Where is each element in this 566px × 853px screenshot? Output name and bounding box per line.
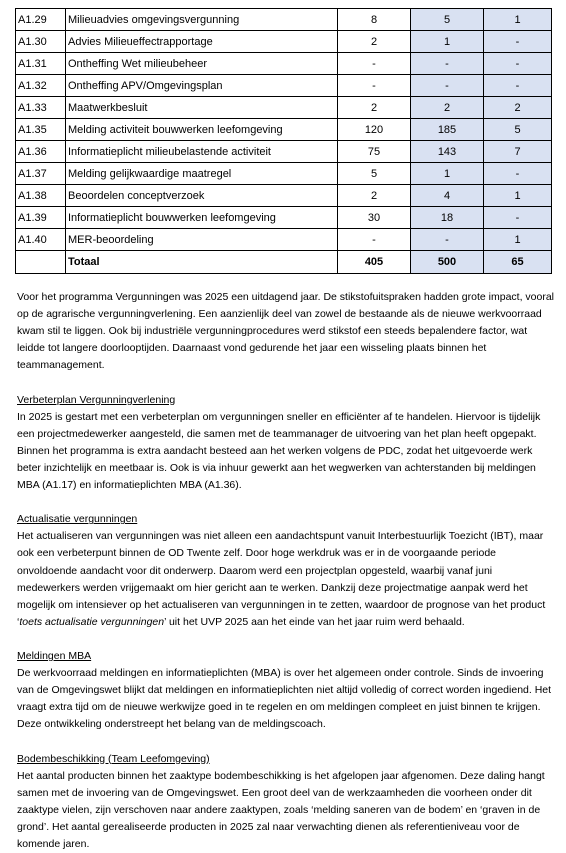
cell-code: A1.39: [16, 207, 66, 229]
cell-value: 500: [411, 251, 484, 274]
cell-name: Melding activiteit bouwwerken leefomgeving: [66, 119, 338, 141]
table-row: [16, 163, 552, 185]
section-heading-verbeterplan: Verbeterplan Vergunningverlening: [17, 393, 176, 406]
table-row: [16, 229, 552, 251]
table-total-row: [16, 251, 552, 274]
cell-code: A1.29: [16, 9, 66, 31]
section-heading-bodembeschikking: Bodembeschikking (Team Leefomgeving): [17, 752, 210, 765]
cell-code: A1.37: [16, 163, 66, 185]
cell-value: 1: [411, 31, 484, 53]
table-row: [16, 119, 552, 141]
cell-value: 120: [338, 119, 411, 141]
cell-code: A1.33: [16, 97, 66, 119]
table-row: [16, 141, 552, 163]
cell-name: Milieuadvies omgevingsvergunning: [66, 9, 338, 31]
cell-value: 1: [484, 185, 552, 207]
table-row: [16, 75, 552, 97]
cell-value: -: [484, 53, 552, 75]
cell-value: 2: [484, 97, 552, 119]
cell-code: [16, 251, 66, 274]
cell-value: -: [338, 53, 411, 75]
table-row: [16, 9, 552, 31]
actualisatie-product-name: toets actualisatie vergunningen: [19, 615, 165, 628]
table-row: [16, 97, 552, 119]
cell-value: 7: [484, 141, 552, 163]
cell-value: -: [338, 229, 411, 251]
cell-value: 75: [338, 141, 411, 163]
cell-value: 2: [338, 31, 411, 53]
cell-code: A1.40: [16, 229, 66, 251]
cell-value: -: [411, 53, 484, 75]
section-body-actualisatie: [17, 528, 555, 631]
cell-value: -: [484, 163, 552, 185]
cell-code: A1.38: [16, 185, 66, 207]
cell-name: Informatieplicht milieubelastende activiteit: [66, 141, 338, 163]
cell-value: -: [484, 75, 552, 97]
actualisatie-text-1: Het actualiseren van vergunningen was niet alleen een aandachtspunt vanuit Interbestuurlijk Toezicht (IBT), maar ook een verbeterpunt binnen de OD Twente zelf. Door hoge werkdruk was er in de voorgaande periode onvoldoende aandacht voor dit onderwerp. Daarom werd een projectplan opgesteld, waarbij vanaf juni medewerkers werden vrijgemaakt om hier gericht aan te werken. Dankzij deze projectmatige aanpak werd het mogelijk om intensiever op het actualiseren van vergunningen in te zetten, waardoor de prognose van het product ‘: [17, 530, 546, 628]
intro-paragraph: Voor het programma Vergunningen was 2025 een uitdagend jaar. De stikstofuitspraken hadden grote impact, vooral op de agrarische vergunningverlening. Een aanzienlijk deel van zowel de bestaande als de nieuwe werkvoorraad kwam stil te liggen. Ook bij industriële vergunningprocedures werd stikstof een steeds bepalendere factor, wat leidde tot langere doorlooptijden. Daarnaast vond gedurende het jaar een wisseling plaats binnen het teammanagement.: [17, 291, 555, 372]
cell-code: A1.30: [16, 31, 66, 53]
section-body-verbeterplan: In 2025 is gestart met een verbeterplan om vergunningen sneller en efficiënter af te handelen. Hiervoor is tijdelijk een projectmedewerker aangesteld, die samen met de teammanager de uitvoering van het plan heeft opgepakt. Binnen het programma is extra aandacht besteed aan het werken volgens de PDC, zodat het uitgevoerde werk beter inzichtelijk en meetbaar is. Ook is via inhuur gewerkt aan het wegwerken van achterstanden bij meldingen MBA (A1.17) en informatieplichten MBA (A1.36).: [17, 410, 541, 492]
section-body-bodembeschikking: Het aantal producten binnen het zaaktype bodembeschikking is het afgelopen jaar afgenomen. Deze daling hangt samen met de invoering van de Omgevingswet. Een groot deel van de werkzaamheden die voorheen onder dit zaaktype vielen, zijn verschoven naar andere zaaktypen, zoals ‘melding saneren van de bodem’ en ‘graven in de grond’. Het aantal gerealiseerde producten in 2025 zal naar verwachting dienen als referentieniveau voor de komende jaren.: [17, 769, 545, 850]
cell-value: -: [411, 75, 484, 97]
cell-value: -: [338, 75, 411, 97]
cell-value: -: [484, 207, 552, 229]
cell-value: 1: [411, 163, 484, 185]
cell-name: MER-beoordeling: [66, 229, 338, 251]
cell-value: 185: [411, 119, 484, 141]
table-row: [16, 185, 552, 207]
cell-name: Melding gelijkwaardige maatregel: [66, 163, 338, 185]
actualisatie-text-2: ’ uit het UVP 2025 aan het einde van het jaar ruim werd behaald.: [164, 615, 465, 628]
cell-value: 2: [411, 97, 484, 119]
table-row: [16, 53, 552, 75]
section-heading-meldingen: Meldingen MBA: [17, 649, 92, 662]
cell-value: 143: [411, 141, 484, 163]
cell-name: Totaal: [66, 251, 338, 274]
cell-name: Beoordelen conceptverzoek: [66, 185, 338, 207]
report-text: [17, 289, 555, 853]
section-body-meldingen: De werkvoorraad meldingen en informatieplichten (MBA) is over het algemeen onder controle. Sinds de invoering van de Omgevingswet blijkt dat meldingen en informatieplichten niet altijd volledig of correct worden ingediend. Het vraagt extra tijd om de nieuwe werkwijze goed in te regelen en om meldingen compleet en juist binnen te krijgen. Deze ontwikkeling onderstreept het belang van de meldingscoach.: [17, 667, 552, 731]
table-row: [16, 31, 552, 53]
cell-value: 1: [484, 229, 552, 251]
cell-value: 2: [338, 97, 411, 119]
cell-name: Advies Milieueffectrapportage: [66, 31, 338, 53]
cell-value: 18: [411, 207, 484, 229]
cell-code: A1.36: [16, 141, 66, 163]
cell-code: A1.35: [16, 119, 66, 141]
cell-code: A1.32: [16, 75, 66, 97]
table-row: [16, 207, 552, 229]
product-table: [15, 8, 552, 274]
cell-value: 5: [484, 119, 552, 141]
cell-name: Maatwerkbesluit: [66, 97, 338, 119]
cell-value: 405: [338, 251, 411, 274]
cell-value: 5: [411, 9, 484, 31]
cell-value: 4: [411, 185, 484, 207]
cell-name: Ontheffing APV/Omgevingsplan: [66, 75, 338, 97]
cell-value: 30: [338, 207, 411, 229]
cell-name: Ontheffing Wet milieubeheer: [66, 53, 338, 75]
cell-value: 5: [338, 163, 411, 185]
cell-name: Informatieplicht bouwwerken leefomgeving: [66, 207, 338, 229]
section-heading-actualisatie: Actualisatie vergunningen: [17, 513, 138, 526]
cell-value: -: [411, 229, 484, 251]
product-table-body: [16, 9, 552, 274]
cell-code: A1.31: [16, 53, 66, 75]
cell-value: 2: [338, 185, 411, 207]
cell-value: -: [484, 31, 552, 53]
cell-value: 65: [484, 251, 552, 274]
cell-value: 1: [484, 9, 552, 31]
cell-value: 8: [338, 9, 411, 31]
